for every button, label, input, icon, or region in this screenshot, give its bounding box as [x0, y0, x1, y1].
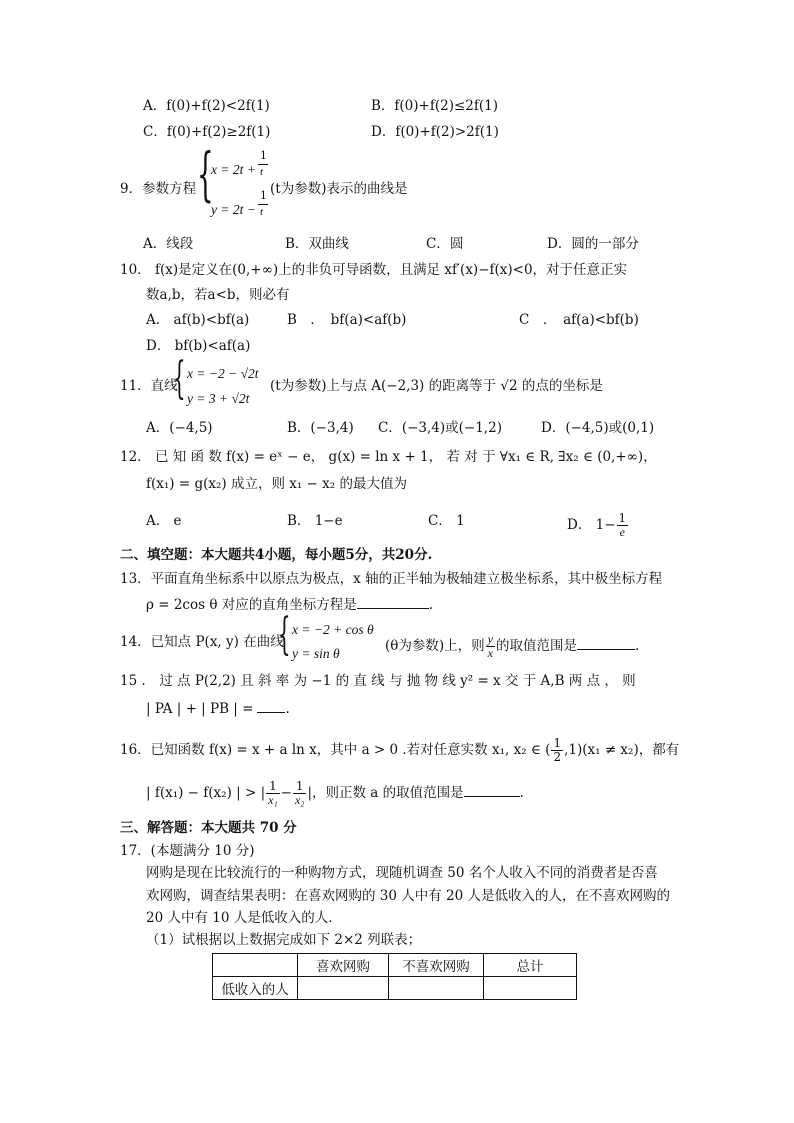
q15-answer-blank[interactable]: [257, 698, 285, 713]
q14-tail: (θ为参数)上，则 $\frac{y}{x}$ 的取值范围是 .: [385, 632, 640, 660]
contingency-table: [212, 953, 577, 1000]
q17-title: 17．(本题满分 10 分): [120, 843, 255, 859]
q9-option-c: C．圆: [426, 236, 464, 252]
q10-line1: 10． f(x)是定义在(0,+∞)上的非负可导函数，且满足 xf′(x)−f(x)<0，对于任意正实: [120, 262, 628, 278]
q9-eq2-bar: [258, 204, 268, 205]
table-header-cell: 总计: [484, 954, 577, 977]
q9-eq1-den: t: [260, 166, 264, 178]
q14-eq1: x = −2 + cos θ: [292, 622, 374, 637]
q14-answer-blank[interactable]: [577, 635, 635, 650]
q9-eq1-num: 1: [260, 149, 267, 162]
q17-paragraph-line2: 欢网购，调查结果表明：在喜欢网购的 30 人中有 20 人是低收入的人，在不喜欢网购的: [146, 888, 671, 904]
q14-number: 14．已知点 P(x, y) 在曲线: [120, 634, 284, 650]
q14-fraction: $\frac{y}{x}$: [487, 632, 493, 660]
q13-line1: 13．平面直角坐标系中以原点为极点，x 轴的正半轴为极轴建立极坐标系，其中极坐标方程: [120, 571, 663, 587]
q12-option-d-fraction: $\frac{1}{e}$: [618, 511, 627, 539]
q13-line2: ρ = 2cos θ 对应的直角坐标方程是 .: [146, 594, 433, 614]
q9-eq1-bar: [258, 164, 268, 165]
q16-answer-blank[interactable]: [464, 782, 520, 797]
q16-fraction-half: $\frac{1}{2}$: [553, 736, 562, 764]
q10-option-c: C ． af(a)<bf(b): [519, 312, 639, 328]
q16-line1: 16．已知函数 f(x) = x + a ln x，其中 a > 0 .若对任意实数 x₁, x₂ ∈ ( $\frac{1}{2}$ ,1)(x₁ ≠ x₂)，都有: [120, 736, 680, 764]
table-header-cell: [213, 954, 298, 977]
q9-number: 9．参数方程: [120, 181, 197, 197]
q14-eq2: y = sin θ: [292, 646, 340, 661]
q15-line1: 15 ． 过 点 P(2,2) 且 斜 率 为 −1 的 直 线 与 抛 物 线 y² = x 交 于 A,B 两 点 ， 则: [120, 673, 636, 689]
table-header-row: [213, 954, 577, 977]
q11-eq2: y = 3 + √2t: [187, 391, 250, 406]
q10-option-a: A． af(b)<bf(a): [146, 312, 250, 328]
q11-note: (t为参数)上与点 A(−2,3) 的距离等于 √2 的点的坐标是: [270, 378, 603, 394]
section3-heading: 三、解答题：本大题共 70 分: [120, 820, 297, 836]
q12-option-b: B． 1−e: [287, 513, 343, 529]
q12-option-a: A． e: [146, 513, 182, 529]
q9-brace: {: [197, 140, 214, 208]
q8-option-c: C．f(0)+f(2)≥2f(1): [143, 124, 271, 140]
q12-line2: f(x₁) = g(x₂) 成立，则 x₁ − x₂ 的最大值为: [146, 476, 407, 492]
q17-paragraph-line3: 20 人中有 10 人是低收入的人．: [146, 910, 342, 926]
q16-line2: | f(x₁) − f(x₂) | > | $\frac{1}{\text{x₁}}$ − $\frac{1}{\text{x₂}}$ |，则正数 a 的取值范围是 .: [146, 779, 524, 807]
q9-option-b: B．双曲线: [285, 236, 349, 252]
table-row: [213, 977, 577, 1000]
q8-option-a: A．f(0)+f(2)<2f(1): [143, 98, 270, 114]
table-cell[interactable]: [298, 977, 389, 1000]
q11-number: 11．直线: [120, 378, 178, 394]
table-cell[interactable]: [389, 977, 484, 1000]
table-header-cell: 不喜欢网购: [389, 954, 484, 977]
q11-brace: {: [173, 353, 186, 404]
q12-option-d-label: D． 1−: [567, 517, 616, 533]
table-cell[interactable]: [484, 977, 577, 1000]
q9-eq2-den: t: [260, 206, 264, 218]
q17-part1: （1）试根据以上数据完成如下 2×2 列联表；: [146, 932, 422, 948]
q9-eq1: x = 2t +: [211, 162, 256, 177]
q12-line1: 12． 已 知 函 数 f(x) = eˣ − e， g(x) = ln x + 1， 若 对 于 ∀x₁ ∈ R, ∃x₂ ∈ (0,+∞)，: [120, 449, 657, 465]
q12-option-c: C． 1: [428, 513, 465, 529]
q8-option-d: D．f(0)+f(2)>2f(1): [371, 124, 499, 140]
q9-note: (t为参数)表示的曲线是: [270, 181, 408, 197]
q12-option-d: [567, 512, 629, 539]
q14-brace: {: [278, 609, 291, 660]
table-cell: 低收入的人: [213, 977, 298, 1000]
q13-answer-blank[interactable]: [357, 594, 429, 609]
table-header-cell: 喜欢网购: [298, 954, 389, 977]
q10-option-b: B ． bf(a)<af(b): [287, 312, 407, 328]
q11-eq1: x = −2 − √2t: [187, 366, 259, 381]
q11-option-c: C．(−3,4)或(−1,2): [378, 420, 502, 436]
q8-option-b: B．f(0)+f(2)≤2f(1): [371, 98, 498, 114]
q11-option-d: D．(−4,5)或(0,1): [541, 420, 655, 436]
q15-line2: | PA | + | PB | = .: [146, 698, 290, 718]
q9-option-a: A．线段: [143, 236, 194, 252]
q10-option-d: D． bf(b)<af(a): [146, 338, 251, 354]
q10-line2: 数a,b，若a<b，则必有: [146, 287, 290, 303]
q9-eq2: y = 2t −: [211, 202, 256, 217]
q17-paragraph-line1: 网购是现在比较流行的一种购物方式，现随机调查 50 名个人收入不同的消费者是否喜: [146, 865, 658, 881]
q9-eq2-num: 1: [260, 189, 267, 202]
q9-option-d: D．圆的一部分: [547, 236, 639, 252]
q11-option-b: B．(−3,4): [287, 420, 354, 436]
q11-option-a: A．(−4,5): [146, 420, 213, 436]
q16-fraction-x2: $\frac{1}{\text{x₂}}$: [294, 779, 305, 807]
q16-fraction-x1: $\frac{1}{\text{x₁}}$: [268, 779, 278, 807]
section2-heading: 二、填空题：本大题共4小题，每小题5分，共20分.: [120, 547, 433, 563]
